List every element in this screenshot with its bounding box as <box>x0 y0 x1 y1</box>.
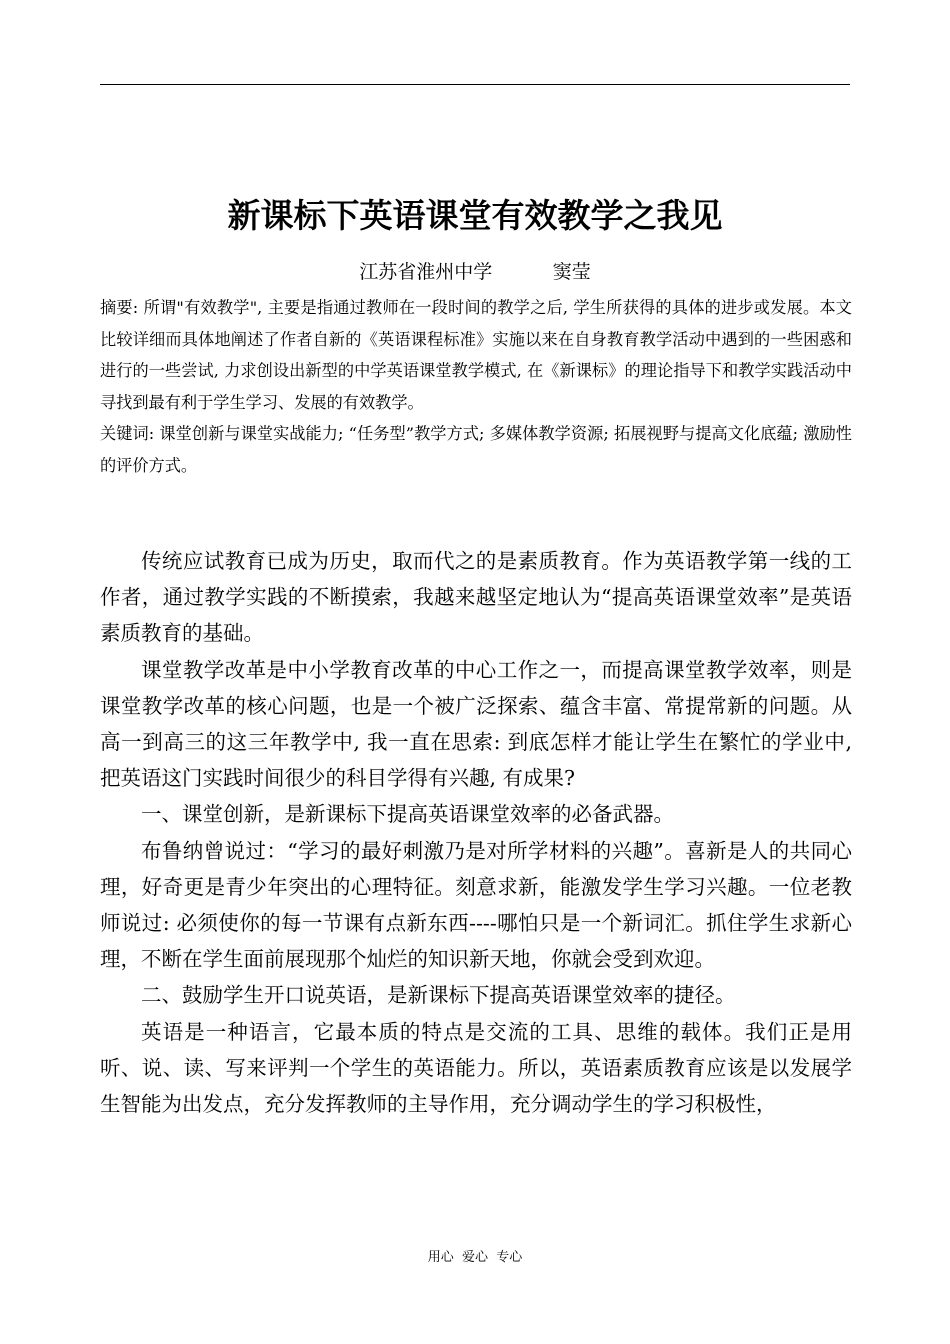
body-paragraph: 布鲁纳曾说过：“学习的最好刺激乃是对所学材料的兴趣”。喜新是人的共同心理，好奇更是青少年突出的心理特征。刻意求新，能激发学生学习兴趣。一位老教师说过: 必须使你的每一节课有点新东西----哪怕只是一个新词汇。抓住学生求新心理，不断在学生面前展现那个灿烂的知识新天地，你就会受到欢迎。 <box>100 838 852 972</box>
keywords-text: 关键词: 课堂创新与课堂实战能力; “任务型”教学方式; 多媒体教学资源; 拓展视野与提高文化底蕴; 激励性的评价方式。 <box>100 424 852 475</box>
body-text <box>100 543 852 1122</box>
body-paragraph: 传统应试教育已成为历史，取而代之的是素质教育。作为英语教学第一线的工作者，通过教学实践的不断摸索，我越来越坚定地认为“提高英语课堂效率”是英语素质教育的基础。 <box>100 549 852 646</box>
section-heading: 二、鼓励学生开口说英语，是新课标下提高英语课堂效率的捷径。 <box>141 983 736 1008</box>
document-title: 新课标下英语课堂有效教学之我见 <box>227 196 723 235</box>
body-paragraph: 课堂教学改革是中小学教育改革的中心工作之一，而提高课堂教学效率，则是课堂教学改革的核心问题，也是一个被广泛探索、蕴含丰富、常提常新的问题。从高一到高三的这三年教学中, 我一直在思索: 到底怎样才能让学生在繁忙的学业中, 把英语这门实践时间很少的科目学得有兴趣, 有成果? <box>100 657 852 791</box>
page-footer: 用心 爱心 专心 <box>427 1250 523 1265</box>
body-paragraph: 英语是一种语言，它最本质的特点是交流的工具、思维的载体。我们正是用听、说、读、写来评判一个学生的英语能力。所以，英语素质教育应该是以发展学生智能为出发点，充分发挥教师的主导作用，充分调动学生的学习积极性， <box>100 1019 852 1117</box>
header-rule <box>100 84 850 85</box>
section-heading: 一、课堂创新，是新课标下提高英语课堂效率的必备武器。 <box>141 802 674 827</box>
author-line: 江苏省淮州中学 窦莹 <box>359 261 591 283</box>
abstract-text: 摘要: 所谓"有效教学", 主要是指通过教师在一段时间的教学之后, 学生所获得的具体的进步或发展。本文比较详细而具体地阐述了作者自新的《英语课程标准》实施以来在自身教育教学活动中遇到的一些困惑和进行的一些尝试, 力求创设出新型的中学英语课堂教学模式, 在《新课标》的理论指导下和教学实践活动中寻找到最有利于学生学习、发展的有效教学。 <box>100 298 852 412</box>
abstract-block <box>100 292 852 481</box>
